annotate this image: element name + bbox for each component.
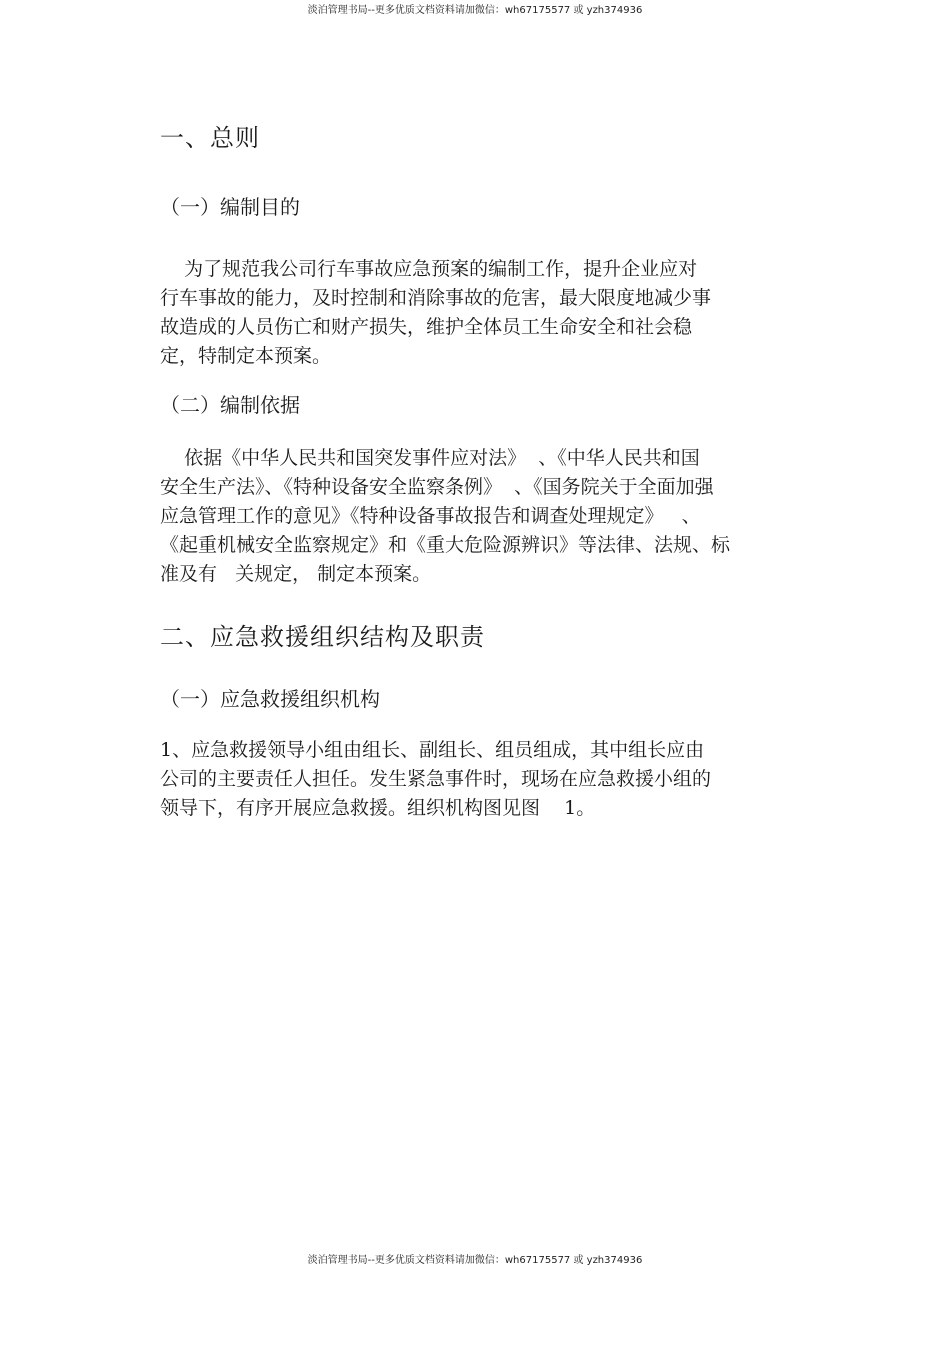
paragraph-line: 《起重机械安全监察规定》和《重大危险源辨识》等法律、法规、标 xyxy=(160,534,731,556)
page-footer: 淡泊管理书局--更多优质文档资料请加微信：wh67175577 或 yzh374936 xyxy=(307,1255,643,1266)
subsection-1-2-title: （二）编制依据 xyxy=(160,393,300,417)
paragraph-line: 故造成的人员伤亡和财产损失，维护全体员工生命安全和社会稳 xyxy=(160,316,693,338)
subsection-2-1-title: （一）应急救援组织机构 xyxy=(160,687,380,711)
paragraph-line: 领导下，有序开展应急救援。组织机构图见图 1。 xyxy=(160,797,596,819)
subsection-2-1-paragraph xyxy=(160,736,711,823)
paragraph-line: 准及有 关规定， 制定本预案。 xyxy=(160,563,432,585)
section-1-title: 一、总则 xyxy=(160,124,260,152)
paragraph-line: 安全生产法》、《特种设备安全监察条例》 、《国务院关于全面加强 xyxy=(160,476,714,498)
subsection-1-1-paragraph xyxy=(160,255,711,371)
paragraph-line: 定，特制定本预案。 xyxy=(160,345,332,367)
paragraph-line: 应急管理工作的意见》《特种设备事故报告和调查处理规定》 、 xyxy=(160,505,701,527)
paragraph-line: 为了规范我公司行车事故应急预案的编制工作，提升企业应对 xyxy=(160,258,698,280)
paragraph-line: 依据《中华人民共和国突发事件应对法》 、《中华人民共和国 xyxy=(160,447,700,469)
subsection-1-1-title: （一）编制目的 xyxy=(160,195,300,219)
paragraph-line: 1、应急救援领导小组由组长、副组长、组员组成，其中组长应由 xyxy=(160,739,705,761)
subsection-1-2-paragraph xyxy=(160,444,730,589)
paragraph-line: 公司的主要责任人担任。发生紧急事件时，现场在应急救援小组的 xyxy=(160,768,712,790)
section-2-title: 二、应急救援组织结构及职责 xyxy=(160,623,485,651)
page-header: 淡泊管理书局--更多优质文档资料请加微信：wh67175577 或 yzh374936 xyxy=(307,5,643,16)
paragraph-line: 行车事故的能力，及时控制和消除事故的危害，最大限度地减少事 xyxy=(160,287,712,309)
